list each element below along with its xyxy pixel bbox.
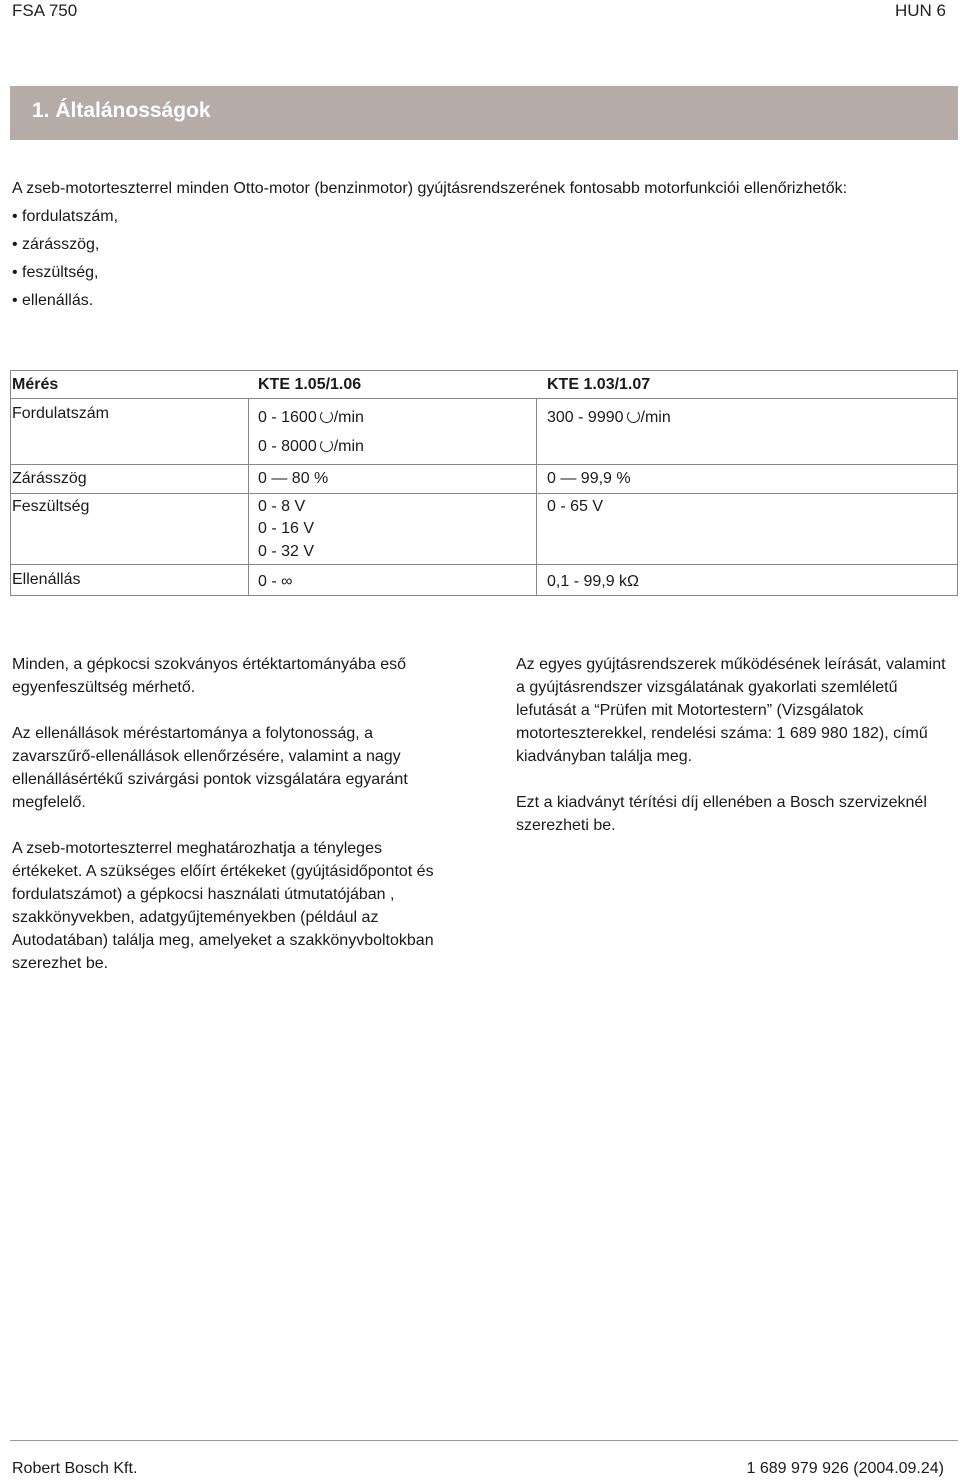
paragraph: Az ellenállások méréstartománya a folytonosság, a zavarszűrő-ellenállások ellenőrzésére, valamint a nagy ellenállásértékű szivárgási pontok vizsgálatára egyaránt megfelelő. — [12, 725, 408, 811]
function-list — [12, 203, 612, 315]
header-product: FSA 750 — [12, 1, 78, 20]
row-label-resistance: Ellenállás — [12, 571, 81, 588]
right-column — [516, 653, 956, 860]
paragraph: Minden, a gépkocsi szokványos értéktartományába eső egyenfeszültség mérhető. — [12, 656, 406, 696]
table-header-kte103: KTE 1.03/1.07 — [547, 376, 651, 393]
rotation-icon — [320, 410, 333, 423]
paragraph: A zseb-motorteszterrel meghatározhatja a tényleges értékeket. A szükséges előírt értékeket (gyújtásidőpontot és fordulatszámot) a gépkocsi használati útmutatójában , szakkönyvekben, adatgyűjteményekben (például az Autodatában) találja meg, amelyeket a szakkönyvboltokban szerezhet be. — [12, 840, 434, 972]
footer-doc-number: 1 689 979 926 (2004.09.24) — [746, 1460, 944, 1477]
header-page-number: HUN 6 — [894, 1, 946, 20]
list-item: • ellenállás. — [12, 292, 94, 309]
left-column — [12, 653, 452, 998]
row-label-voltage: Feszültség — [12, 498, 90, 515]
resistance-range-kte105: 0 - ∞ — [258, 573, 293, 590]
paragraph: Az egyes gyújtásrendszerek működésének leírását, valamint a gyújtásrendszer vizsgálatának gyakorlati szemléletű lefutását a “Prüfen mit Motortestern” (Vizsgálatok motorteszterekkel, rendelési száma: 1 689 980 182), című kiadványban találja meg. — [516, 656, 946, 765]
paragraph: Ezt a kiadványt térítési díj ellenében a Bosch szervizeknél szerezheti be. — [516, 794, 927, 834]
list-item: • zárásszög, — [12, 236, 100, 253]
section-title-band — [10, 86, 958, 140]
table-header-kte105: KTE 1.05/1.06 — [258, 376, 362, 393]
intro-paragraph: A zseb-motorteszterrel minden Otto-motor (benzinmotor) gyújtásrendszerének fontosabb motorfunkciói ellenőrizhetők: — [12, 180, 848, 197]
list-item: • fordulatszám, — [12, 208, 119, 225]
rotation-icon — [320, 439, 333, 452]
rotation-icon — [627, 410, 640, 423]
rpm-range-kte105-2: 0 - 8000 /min — [258, 438, 364, 455]
footer-company: Robert Bosch Kft. — [12, 1460, 138, 1477]
resistance-range-kte103: 0,1 - 99,9 kΩ — [547, 573, 640, 590]
dwell-range-kte105: 0 — 80 % — [258, 470, 329, 487]
rpm-range-kte103: 300 - 9990 /min — [547, 409, 671, 426]
row-label-dwell: Zárásszög — [12, 470, 87, 487]
voltage-range-kte105-2: 0 - 16 V — [258, 520, 315, 537]
row-label-rpm: Fordulatszám — [12, 405, 109, 422]
footer-divider — [10, 1440, 958, 1441]
dwell-range-kte103: 0 — 99,9 % — [547, 470, 631, 487]
list-item: • feszültség, — [12, 264, 99, 281]
spec-table — [10, 370, 958, 596]
voltage-range-kte105-1: 0 - 8 V — [258, 498, 306, 515]
section-title: 1. Általánosságok — [32, 99, 211, 122]
rpm-range-kte105-1: 0 - 1600 /min — [258, 409, 364, 426]
table-header-measurement: Mérés — [12, 376, 59, 393]
voltage-range-kte103: 0 - 65 V — [547, 498, 604, 515]
voltage-range-kte105-3: 0 - 32 V — [258, 543, 315, 560]
